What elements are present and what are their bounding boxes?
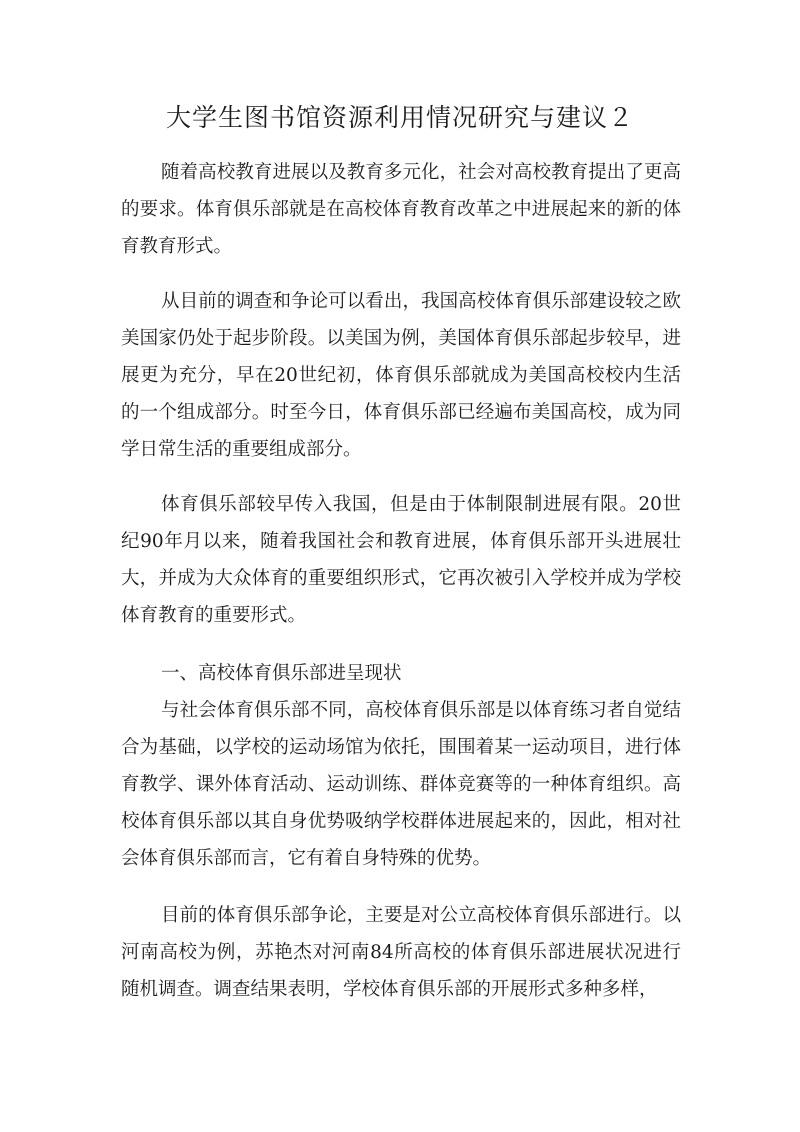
paragraph-2: 从目前的调查和争论可以看出，我国高校体育俱乐部建设较之欧美国家仍处于起步阶段。以美国为例，美国体育俱乐部起步较早，进展更为充分，早在20世纪初，体育俱乐部就成为美国高校校内生活的一个组成部分。时至今日，体育俱乐部已经遍布美国高校，成为同学日常生活的重要组成部分。 [121,291,681,460]
section-paragraph-1: 与社会体育俱乐部不同，高校体育俱乐部是以体育练习者自觉结合为基础，以学校的运动场馆为依托，围围着某一运动项目，进行体育教学、课外体育活动、运动训练、群体竞赛等的一种体育组织。高校体育俱乐部以其自身优势吸纳学校群体进展起来的，因此，相对社会体育俱乐部而言，它有着自身特殊的优势。 [121,700,681,869]
section-paragraph-2: 目前的体育俱乐部争论，主要是对公立高校体育俱乐部进行。以河南高校为例，苏艳杰对河南84所高校的体育俱乐部进展状况进行随机调查。调查结果表明，学校体育俱乐部的开展形式多种多样， [121,905,681,1000]
document-title: 大学生图书馆资源利用情况研究与建议２ [165,103,634,132]
section-heading: 一、高校体育俱乐部进呈现状 [161,663,402,684]
paragraph-1: 随着高校教育进展以及教育多元化，社会对高校教育提出了更高的要求。体育俱乐部就是在高校体育教育改革之中进展起来的新的体育教育形式。 [121,162,681,257]
paragraph-3: 体育俱乐部较早传入我国，但是由于体制限制进展有限。20世纪90年月以来，随着我国社会和教育进展，体育俱乐部开头进展壮大，并成为大众体育的重要组织形式，它再次被引入学校并成为学校体育教育的重要形式。 [121,494,681,626]
